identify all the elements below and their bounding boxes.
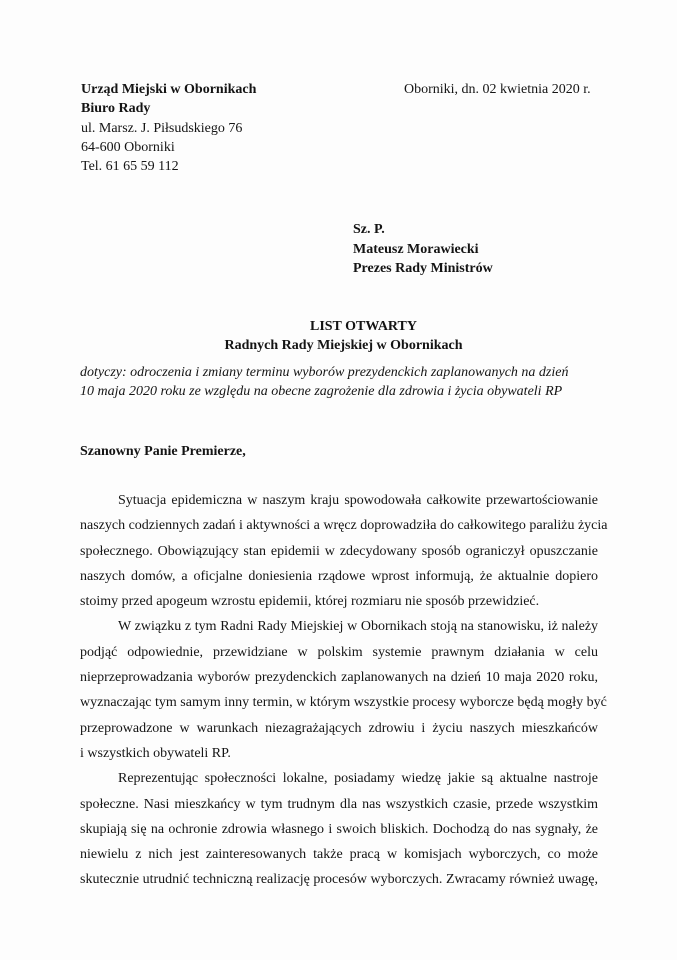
paragraph-3-line: niewielu z nich jest zainteresowanych także pracą w komisjach wyborczych, co może: [80, 847, 598, 863]
paragraph-2-line: nieprzeprowadzania wyborów prezydenckich zaplanowanych na dzień 10 maja 2020 roku,: [80, 670, 598, 686]
sender-address: [81, 80, 256, 176]
recipient-name: Mateusz Morawiecki: [353, 241, 479, 257]
title-heading: LIST OTWARTY: [309, 319, 417, 334]
paragraph-3-line: społeczne. Nasi mieszkańcy w tym trudnym dla nas wszystkich czasie, przede wszystkim: [80, 796, 598, 812]
paragraph-2-line: wyznaczając tym samym inny termin, w którym wszystkie procesy wyborcze będą mogły być: [80, 695, 607, 711]
letter-title: [0, 317, 677, 355]
letter-body: [80, 488, 608, 893]
sender-phone: Tel. 61 65 59 112: [81, 159, 179, 175]
paragraph-1-line: Sytuacja epidemiczna w naszym kraju spowodowała całkowite przewartościowanie: [118, 493, 598, 508]
paragraph-2-line: podjąć odpowiednie, przewidziane w polskim systemie prawnym działania w celu: [80, 644, 598, 660]
letter-date: Oborniki, dn. 02 kwietnia 2020 r.: [404, 82, 591, 97]
paragraph-1-line: naszych codziennych zadań i aktywności a wręcz doprowadziła do całkowitego paraliżu życia: [80, 518, 608, 534]
recipient-title: Prezes Rady Ministrów: [353, 261, 493, 276]
paragraph-2-line: i wszystkich obywateli RP.: [80, 745, 231, 761]
paragraph-1-line: stoimy przed apogeum wzrostu epidemii, której rozmiaru nie sposób przewidzieć.: [80, 594, 540, 610]
paragraph-1-line: naszych domów, a oficjalne doniesienia rządowe wprost informują, że aktualnie dopiero: [80, 568, 598, 584]
sender-street: ul. Marsz. J. Piłsudskiego 76: [81, 120, 243, 136]
subject-line-1: dotyczy: odroczenia i zmiany terminu wyborów prezydenckich zaplanowanych na dzień: [80, 365, 569, 380]
paragraph-3-line: skupiają się na ochronie zdrowia własnego i swoich bliskich. Dochodzą do nas sygnały, że: [80, 821, 598, 837]
paragraph-1: [80, 488, 608, 614]
sender-department: Biuro Rady: [81, 101, 151, 117]
paragraph-3-line: skutecznie utrudnić techniczną realizację procesów wyborczych. Zwracamy również uwagę,: [80, 872, 598, 888]
recipient-salutation-abbr: Sz. P.: [353, 222, 385, 237]
subject-line: [80, 363, 568, 401]
subject-line-2: 10 maja 2020 roku ze względu na obecne zagrożenie dla zdrowia i życia obywateli RP: [80, 384, 563, 399]
paragraph-1-line: społecznego. Obowiązujący stan epidemii w zdecydowany sposób ograniczył opuszczanie: [80, 543, 598, 559]
paragraph-2-line: przeprowadzone w warunkach niezagrażających zdrowiu i życiu naszych mieszkańców: [80, 720, 598, 736]
paragraph-2-line: W związku z tym Radni Rady Miejskiej w Obornikach stoją na stanowisku, iż należy: [118, 619, 598, 635]
recipient-block: [353, 220, 493, 279]
paragraph-3-line: Reprezentując społeczności lokalne, posiadamy wiedzę jakie są aktualne nastroje: [118, 771, 598, 787]
paragraph-3: [80, 766, 598, 892]
salutation: Szanowny Panie Premierze,: [80, 444, 246, 459]
paragraph-2: [80, 614, 607, 766]
sender-city: 64-600 Oborniki: [81, 139, 175, 155]
sender-office: Urząd Miejski w Obornikach: [81, 82, 257, 97]
title-subheading: Radnych Rady Miejskiej w Obornikach: [224, 338, 463, 353]
